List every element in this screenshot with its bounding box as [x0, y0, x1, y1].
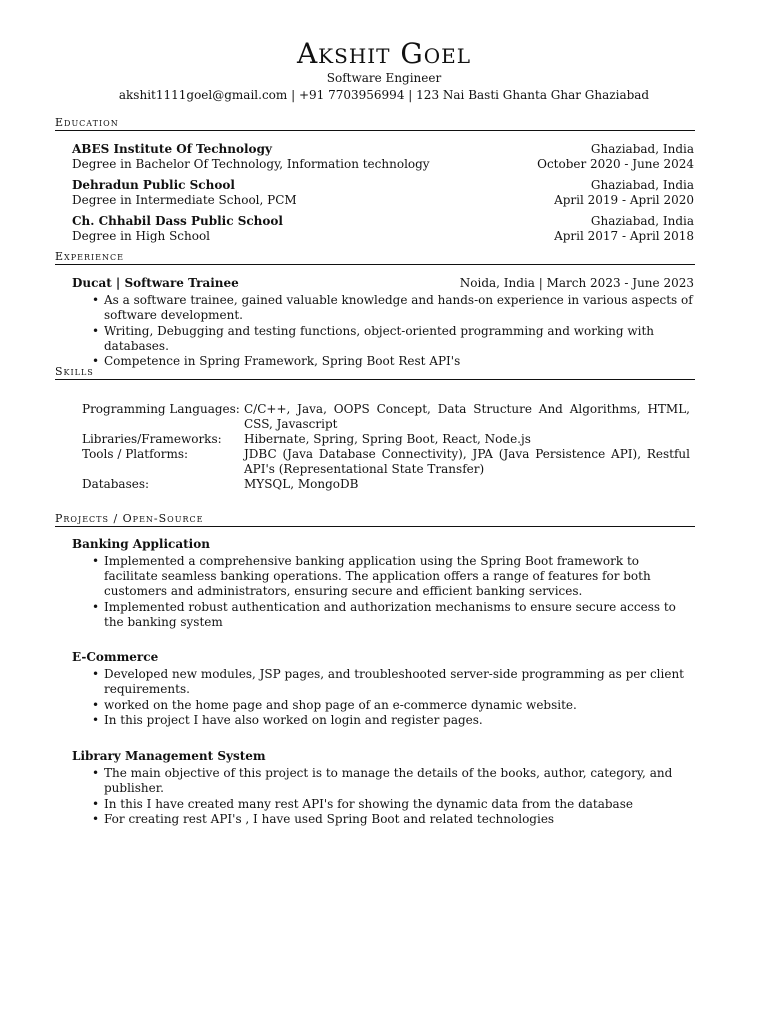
- skill-label: Libraries/Frameworks:: [82, 432, 222, 446]
- list-item: • Developed new modules, JSP pages, and troubleshooted server-side programming as per client requirements.: [90, 667, 695, 697]
- education-location: Ghaziabad, India: [590, 178, 694, 192]
- list-item: • The main objective of this project is to manage the details of the books, author, category, and publisher.: [90, 766, 695, 796]
- experience-role: Ducat | Software Trainee: [72, 276, 239, 290]
- education-degree: Degree in High School: [72, 229, 211, 243]
- education-degree: Degree in Intermediate School, PCM: [72, 193, 297, 207]
- section-title-projects: Projects / Open-Source: [55, 511, 695, 527]
- address: 123 Nai Basti Ghanta Ghar Ghaziabad: [416, 88, 650, 102]
- contact-separator: |: [408, 88, 413, 102]
- contact-line: [0, 86, 768, 104]
- section-title-skills: Skills: [55, 364, 695, 380]
- skill-row: [82, 477, 690, 492]
- education-dates: April 2019 - April 2020: [554, 193, 694, 207]
- project-bullets: [90, 554, 695, 630]
- list-item: • In this project I have also worked on login and register pages.: [90, 713, 695, 728]
- candidate-name: Akshit Goel: [296, 37, 472, 70]
- skill-label: Programming Languages:: [82, 402, 240, 416]
- list-item: • As a software trainee, gained valuable knowledge and hands-on experience in various aspects of software development.: [90, 293, 695, 323]
- phone-number: +91 7703956994: [298, 88, 405, 102]
- list-item: • Implemented robust authentication and authorization mechanisms to ensure secure access to the banking system: [90, 600, 695, 630]
- education-school: Ch. Chhabil Dass Public School: [72, 214, 283, 228]
- project-bullets: [90, 667, 695, 729]
- skill-value: JDBC (Java Database Connectivity), JPA (Java Persistence API), Restful API's (Representational State Transfer): [244, 447, 690, 476]
- list-item: • Implemented a comprehensive banking application using the Spring Boot framework to facilitate seamless banking operations. The application offers a range of features for both customers and administrators, ensuring secure and efficient banking services.: [90, 554, 695, 599]
- skills-table: [82, 402, 690, 492]
- project-title: Library Management System: [72, 749, 266, 763]
- resume-header: [0, 38, 768, 104]
- experience-bullets: [90, 293, 695, 370]
- education-dates: April 2017 - April 2018: [554, 229, 694, 243]
- email-link[interactable]: akshit1111goel@gmail.com: [118, 88, 288, 102]
- skill-value: C/C++, Java, OOPS Concept, Data Structure And Algorithms, HTML, CSS, Javascript: [244, 402, 690, 431]
- education-school: ABES Institute Of Technology: [72, 142, 272, 156]
- project-title: E-Commerce: [72, 650, 159, 664]
- experience-meta: Noida, India | March 2023 - June 2023: [459, 276, 694, 290]
- skill-value: MYSQL, MongoDB: [244, 477, 359, 491]
- skill-row: [82, 447, 690, 477]
- candidate-title: Software Engineer: [326, 71, 442, 85]
- skill-value: Hibernate, Spring, Spring Boot, React, Node.js: [244, 432, 531, 446]
- list-item: • Writing, Debugging and testing functions, object-oriented programming and working with databases.: [90, 324, 695, 354]
- skill-label: Databases:: [82, 477, 150, 491]
- skill-label: Tools / Platforms:: [82, 447, 189, 461]
- list-item: • Competence in Spring Framework, Spring Boot Rest API's: [90, 354, 695, 369]
- section-title-education: Education: [55, 115, 695, 131]
- list-item: • In this I have created many rest API's for showing the dynamic data from the database: [90, 797, 695, 812]
- list-item: • worked on the home page and shop page of an e-commerce dynamic website.: [90, 698, 695, 713]
- section-title-experience: Experience: [55, 249, 695, 265]
- contact-separator: |: [291, 88, 296, 102]
- education-location: Ghaziabad, India: [590, 214, 694, 228]
- list-item: • For creating rest API's , I have used Spring Boot and related technologies: [90, 812, 695, 827]
- education-degree: Degree in Bachelor Of Technology, Information technology: [72, 157, 430, 171]
- education-dates: October 2020 - June 2024: [537, 157, 694, 171]
- skill-row: [82, 402, 690, 432]
- project-title: Banking Application: [72, 537, 210, 551]
- education-location: Ghaziabad, India: [590, 142, 694, 156]
- skill-row: [82, 432, 690, 447]
- project-bullets: [90, 766, 695, 828]
- education-school: Dehradun Public School: [72, 178, 235, 192]
